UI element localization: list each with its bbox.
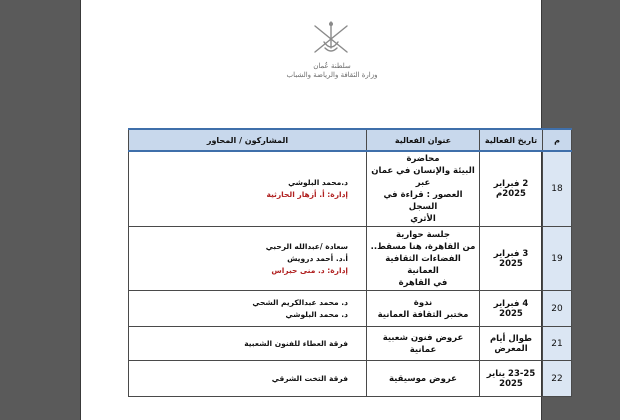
participant-name: د. محمد البلوشي [285,309,348,319]
participant-name: أ.د. أحمد درويش [287,253,348,263]
event-date [480,361,543,397]
event-title [367,151,480,227]
participant-name: فرقة التخت الشرقي [271,373,348,383]
table-row [129,151,572,227]
event-title-line: العصور : قراءة في السجل [383,190,463,212]
event-date [480,327,543,361]
header-line: سلطنة عُمان [313,62,351,70]
event-title-line: في القاهرة [398,277,448,288]
event-participants [129,227,367,291]
event-date-line: 23-25 يناير [486,368,536,379]
event-date-line: 2 فبراير 2025م [493,179,529,199]
oman-emblem-icon [309,18,353,58]
row-number: 18 [543,151,572,227]
participant-name: فرقة العطاء للفنون الشعبية [244,338,348,348]
event-title-line: عروض فنون شعبية عمانية [382,332,464,355]
ministry-header [277,62,387,80]
row-number: 20 [543,291,572,327]
event-date-line: طوال أيام [489,333,533,344]
event-participants [129,291,367,327]
moderator-name: إدارة: د. منى حبراس [271,265,348,275]
event-title-line: البيئة والإنسان في عمان عبر [371,166,475,188]
row-number: 21 [543,327,572,361]
event-participants [129,151,367,227]
event-title-line: الفضاءات الثقافية العمانية [385,253,461,276]
event-title-line: ندوة [413,297,433,308]
event-title [367,361,480,397]
event-date-line: 4 فبراير 2025 [493,298,529,319]
event-participants [129,361,367,397]
table-row [129,361,572,397]
participant-name: د. محمد عبدالكريم الشحي [252,297,348,307]
participant-name: د.محمد البلوشي [288,178,348,187]
table-row [129,291,572,327]
header-number: م [543,129,572,151]
event-date-line: 3 فبراير 2025 [493,248,529,269]
event-date-line: 2025 [499,378,523,389]
header-participants: المشاركون / المحاور [129,129,367,151]
row-number: 22 [543,361,572,397]
header-date: تاريخ الفعالية [480,129,543,151]
event-title-line: من القاهرة، هنا مسقط.. [370,241,476,252]
moderator-name: إدارة: أ. أزهار الحارثية [266,190,348,199]
table-header-row [129,129,572,151]
event-title-line: جلسة حوارية [396,229,450,240]
event-title-line: الأثري [410,214,436,224]
event-title-line: مختبر الثقافة العمانية [377,309,469,320]
participant-name: سعادة /عبدالله الرحبي [265,241,348,251]
header-title: عنوان الفعالية [367,129,480,151]
event-date-line: المعرض [494,343,528,354]
event-title-line: عروض موسيقية [389,373,457,384]
event-title [367,227,480,291]
event-participants [129,327,367,361]
event-date [480,151,543,227]
table-row [129,327,572,361]
event-title [367,327,480,361]
header-line: وزارة الثقافة والرياضة والشباب [286,71,378,79]
event-date [480,291,543,327]
event-title-line: محاضرة [406,154,440,164]
event-title [367,291,480,327]
table-row [129,227,572,291]
row-number: 19 [543,227,572,291]
document-page [80,0,563,420]
event-date [480,227,543,291]
events-table [128,128,572,397]
